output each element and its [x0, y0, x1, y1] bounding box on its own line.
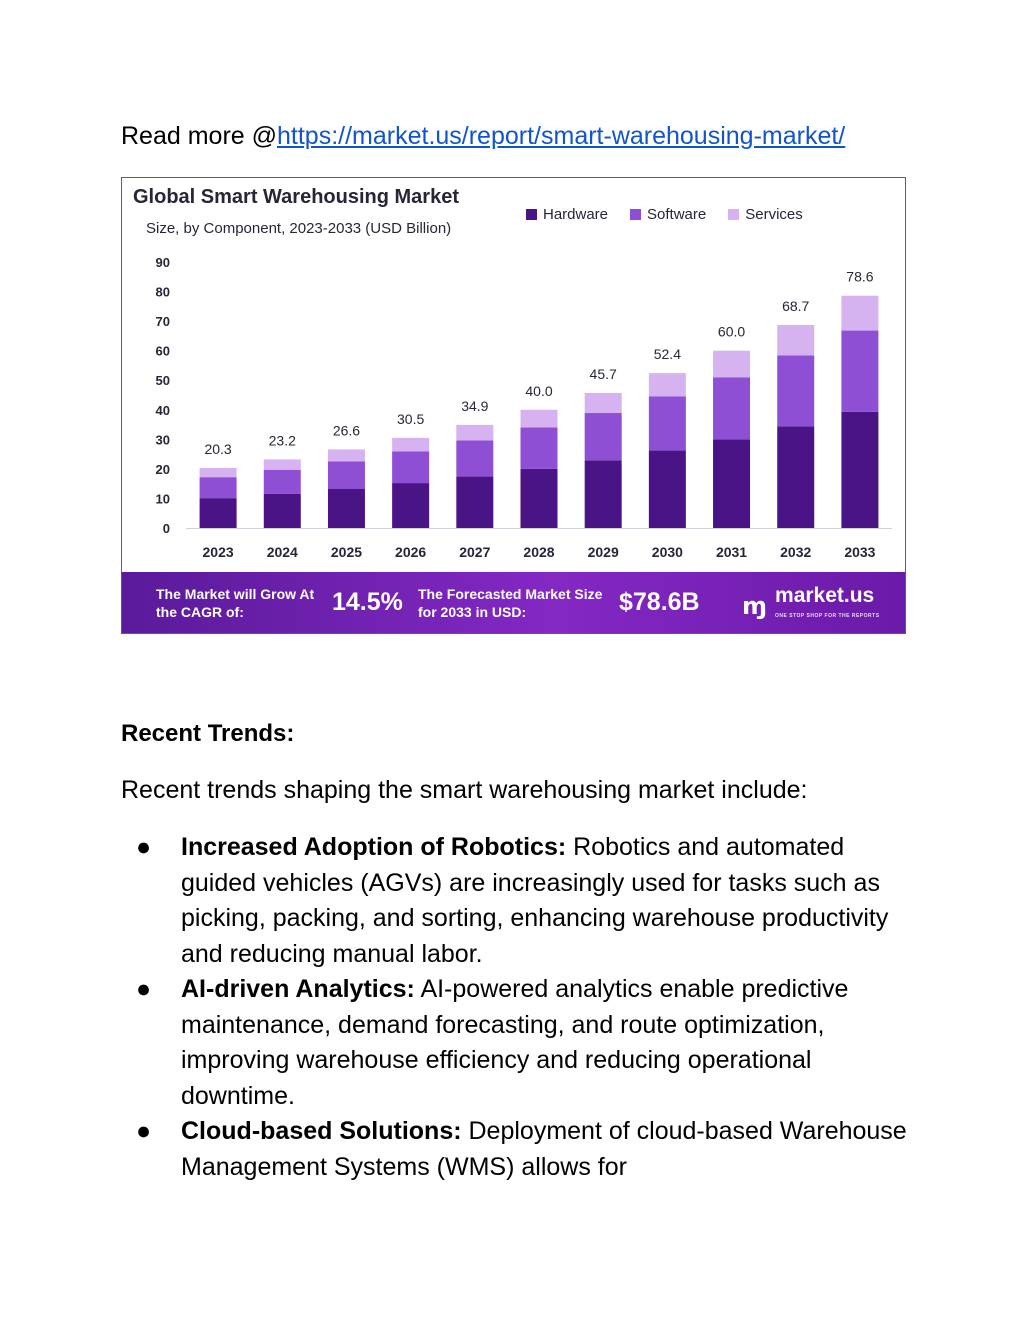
logo-name: market.us	[775, 584, 875, 607]
bullet-text: Robotics and automated guided vehicles (AGVs) are increasingly used for tasks such as picking, packing, and sorting, enhancing warehouse productivity and reducing manual labor.	[181, 833, 889, 968]
bar-hardware-2024	[264, 494, 301, 528]
y-tick-label: 60	[155, 343, 170, 359]
summary-banner	[122, 572, 906, 634]
x-tick-label: 2025	[330, 544, 363, 560]
y-tick-label: 40	[155, 402, 170, 418]
bar-hardware-2032	[777, 426, 814, 528]
bar-software-2031	[713, 377, 750, 439]
trends-list	[121, 830, 921, 1185]
bar-hardware-2026	[392, 483, 429, 528]
bar-software-2027	[456, 441, 493, 477]
bullet-icon: ●	[136, 1117, 152, 1145]
bar-services-2031	[713, 351, 750, 378]
legend-label-services: Services	[745, 206, 803, 223]
bar-software-2025	[328, 462, 365, 489]
bar-software-2023	[200, 477, 237, 498]
list-item	[121, 1114, 921, 1185]
bar-total-label: 40.0	[525, 382, 553, 399]
bar-total-label: 78.6	[846, 268, 874, 285]
bar-total-label: 52.4	[653, 346, 681, 363]
bar-hardware-2023	[200, 498, 237, 528]
bullet-title: Increased Adoption of Robotics:	[181, 833, 567, 861]
market-infographic	[121, 177, 906, 634]
bullet-icon: ●	[136, 833, 152, 861]
x-tick-label: 2026	[395, 544, 427, 560]
bar-services-2027	[456, 425, 493, 441]
bar-services-2029	[585, 393, 622, 413]
logo-wordmark	[775, 586, 880, 626]
bar-services-2032	[777, 325, 814, 355]
bar-total-label: 60.0	[717, 323, 746, 340]
y-tick-label: 30	[155, 432, 170, 448]
x-tick-label: 2032	[780, 544, 812, 560]
bar-total-label: 45.7	[589, 365, 617, 382]
bar-total-label: 23.2	[268, 432, 296, 449]
list-item	[121, 830, 921, 972]
intro-paragraph: Recent trends shaping the smart warehousing market include:	[121, 776, 808, 804]
chart-title: Global Smart Warehousing Market	[133, 186, 459, 208]
read-more-line	[121, 120, 845, 152]
x-tick-label: 2033	[844, 544, 876, 560]
cagr-label: The Market will Grow At the CAGR of:	[156, 586, 315, 620]
chart-subtitle: Size, by Component, 2023-2033 (USD Billion)	[146, 220, 452, 237]
cagr-value: 14.5%	[332, 588, 403, 616]
bar-total-label: 30.5	[397, 410, 425, 427]
logo-icon: ɱ	[742, 592, 768, 620]
bar-software-2032	[777, 355, 814, 426]
bar-total-label: 20.3	[204, 441, 232, 458]
bar-software-2028	[521, 428, 558, 469]
bar-software-2024	[264, 470, 301, 494]
legend-label-hardware: Hardware	[543, 206, 609, 223]
bar-hardware-2027	[456, 477, 493, 528]
bar-software-2033	[841, 331, 878, 412]
y-tick-label: 70	[155, 314, 170, 330]
bullet-icon: ●	[136, 975, 152, 1003]
bullet-text: AI-powered analytics enable predictive maintenance, demand forecasting, and route optimization, improving warehouse efficiency and reducing operational downtime.	[181, 975, 849, 1110]
y-tick-label: 10	[155, 491, 170, 507]
y-tick-label: 20	[155, 461, 170, 477]
y-tick-label: 90	[155, 255, 170, 270]
bar-software-2029	[585, 413, 622, 460]
y-tick-label: 50	[155, 373, 170, 389]
bar-hardware-2025	[328, 489, 365, 528]
bullet-title: AI-driven Analytics:	[181, 975, 415, 1003]
bar-hardware-2030	[649, 451, 686, 528]
x-tick-label: 2023	[202, 544, 234, 560]
read-more-prefix: Read more @	[121, 122, 277, 150]
list-item	[121, 972, 921, 1114]
bar-total-label: 34.9	[461, 397, 489, 414]
bar-services-2026	[392, 438, 429, 452]
bar-software-2030	[649, 396, 686, 450]
y-tick-label: 80	[155, 284, 170, 300]
bar-hardware-2028	[521, 469, 558, 528]
bar-services-2033	[841, 296, 878, 331]
x-tick-label: 2030	[651, 544, 683, 560]
market-us-logo	[742, 586, 880, 626]
stacked-bar-chart	[122, 178, 906, 572]
bullet-title: Cloud-based Solutions:	[181, 1117, 462, 1145]
bar-services-2024	[264, 459, 301, 469]
bullet-text: Deployment of cloud-based Warehouse Management Systems (WMS) allows for	[181, 1117, 907, 1181]
section-heading: Recent Trends:	[121, 720, 295, 747]
report-link[interactable]: https://market.us/report/smart-warehousing-market/	[277, 122, 846, 150]
bar-services-2028	[521, 410, 558, 428]
bar-hardware-2031	[713, 439, 750, 528]
x-tick-label: 2027	[459, 544, 491, 560]
x-tick-label: 2031	[715, 544, 748, 560]
forecast-value: $78.6B	[619, 588, 700, 616]
bar-services-2023	[200, 468, 237, 477]
bar-hardware-2033	[841, 412, 878, 528]
x-tick-label: 2029	[587, 544, 619, 560]
legend-label-software: Software	[647, 206, 707, 223]
bar-total-label: 68.7	[782, 297, 810, 314]
bar-services-2025	[328, 449, 365, 461]
bar-hardware-2029	[585, 460, 622, 528]
x-tick-label: 2028	[523, 544, 555, 560]
x-tick-label: 2024	[266, 544, 298, 560]
bar-services-2030	[649, 373, 686, 396]
bar-total-label: 26.6	[332, 422, 361, 439]
bar-software-2026	[392, 451, 429, 483]
forecast-label: The Forecasted Market Size for 2033 in USD:	[418, 586, 603, 620]
y-tick-label: 0	[162, 521, 170, 536]
logo-tagline: ONE STOP SHOP FOR THE REPORTS	[775, 613, 880, 619]
